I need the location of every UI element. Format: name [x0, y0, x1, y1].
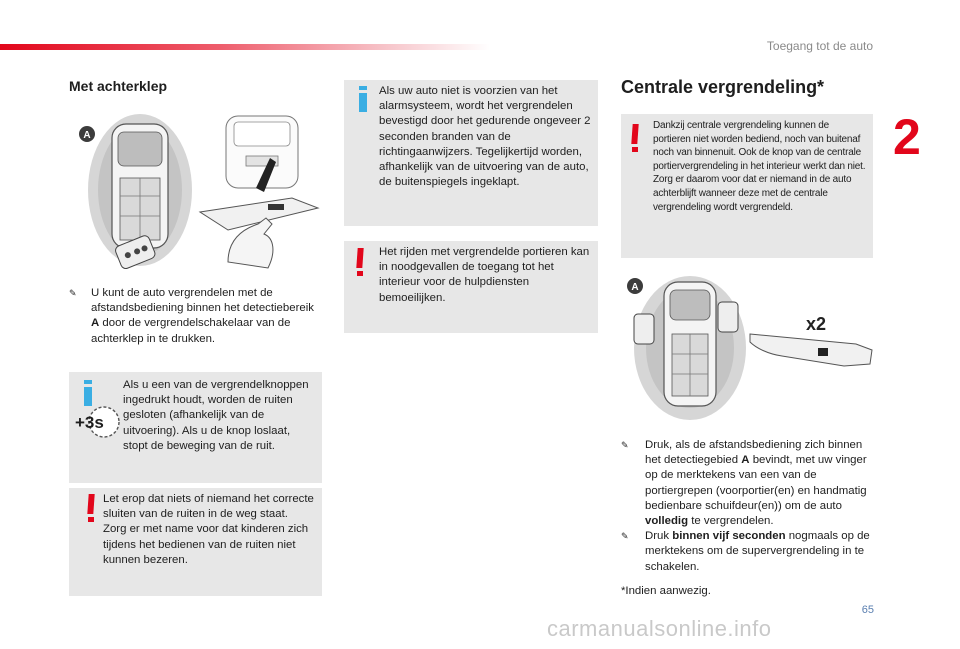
bullet1-text-b: bevindt, met uw vinger op de merktekens van een van de portiergrepen (voorportier(en) en handmatig bedienbare schuifdeur(en)) om de auto	[645, 454, 867, 512]
info-text-window-close: Als u een van de vergrendelknoppen ingedrukt houdt, worden de ruiten gesloten (afhankelijk van de uitvoering). Als u de knop loslaat, stopt de beweging van de ruit.	[123, 379, 309, 452]
bullet2-text-b: nogmaals op de merktekens om de supervergrendeling in te schakelen.	[645, 530, 870, 573]
figure-label-a-text: A	[631, 282, 639, 293]
bullet2-bold: binnen vijf seconden	[672, 530, 786, 543]
illustration-central-locking	[626, 272, 878, 422]
bullet-superlock	[621, 529, 871, 575]
arrow-bullet-icon: ✎	[69, 288, 77, 298]
figure-label-a-text: A	[83, 130, 91, 141]
warning-text-line-2: Zorg er met name voor dat kinderen zich tijdens het bedienen van de ruiten niet kunnen bezeren.	[103, 523, 309, 566]
plus-three-seconds-label: +3s	[75, 413, 104, 432]
section-heading-centrale-vergrendeling: Centrale vergrendeling*	[621, 77, 825, 97]
header-accent-bar	[0, 44, 490, 50]
illustration-tailgate-lock	[78, 112, 336, 278]
warning-text-central-locking: Dankzij centrale vergrendeling kunnen de portieren niet worden bediend, noch van buitenaf noch van binnenuit. Ook de knop van de centrale portiervergrendeling in het interieur werkt dan niet. Zorg er daarom voor dat er niemand in de auto achterblijft wanneer deze met de centrale vergrendeling wordt vergrendeld.	[653, 120, 866, 213]
info-box-window-close	[69, 372, 322, 483]
bullet-tailgate-text: U kunt de auto vergrendelen met de afstandsbediening binnen het detectiebereik	[91, 287, 314, 315]
arrow-bullet-icon: ✎	[621, 531, 629, 542]
warning-text-line-1: Let erop dat niets of niemand het correcte sluiten van de ruiten in de weg staat.	[103, 493, 314, 521]
bullet-list-central-locking	[621, 438, 871, 575]
bullet2-text-a: Druk	[645, 530, 670, 543]
bullet-tailgate	[69, 286, 341, 347]
bullet1-text-a: Druk, als de afstandsbediening zich binnen het detectiegebied	[645, 439, 863, 467]
warning-box-window-close	[69, 488, 322, 596]
page-number: 65	[861, 604, 874, 616]
chapter-number: 2	[893, 109, 921, 165]
info-icon	[359, 86, 367, 112]
info-box-locking-confirm	[344, 80, 598, 226]
footnote: *Indien aanwezig.	[621, 585, 711, 597]
warning-box-central-locking	[621, 114, 873, 258]
warning-text-locked-driving: Het rijden met vergrendelde portieren kan in noodgevallen de toegang tot het interieur voor de hulpdiensten bemoeilijken.	[379, 246, 590, 304]
bullet-lock-fully	[621, 438, 871, 529]
watermark: carmanualsonline.info	[547, 616, 772, 641]
bullet-tailgate-tail: door de vergrendelschakelaar van de achterklep in te drukken.	[91, 317, 291, 345]
bullet1-bold-a: A	[741, 454, 750, 467]
chapter-title: Toegang tot de auto	[766, 39, 873, 53]
bullet-tailgate-bold: A	[91, 317, 100, 330]
warning-text-window-close	[103, 492, 317, 568]
info-text-locking-confirm: Als uw auto niet is voorzien van het alarmsysteem, wordt het vergrendelen bevestigd door het gedurende ongeveer 2 seconden branden van de richtingaanwijzers. Tegelijkertijd worden, afhankelijk van de uitvoering van de auto, de buitenspiegels ingeklapt.	[379, 85, 591, 189]
section-heading-achterklep: Met achterklep	[69, 78, 168, 94]
warning-box-locked-driving	[344, 241, 598, 333]
bullet1-bold-volledig: volledig	[645, 515, 689, 528]
double-tap-badge: x2	[806, 314, 827, 334]
warning-icon	[357, 248, 363, 276]
info-icon	[84, 380, 92, 406]
warning-icon	[632, 124, 638, 152]
warning-icon	[88, 494, 94, 522]
bullet1-text-c: te vergrendelen.	[691, 515, 774, 528]
arrow-bullet-icon: ✎	[621, 440, 629, 450]
